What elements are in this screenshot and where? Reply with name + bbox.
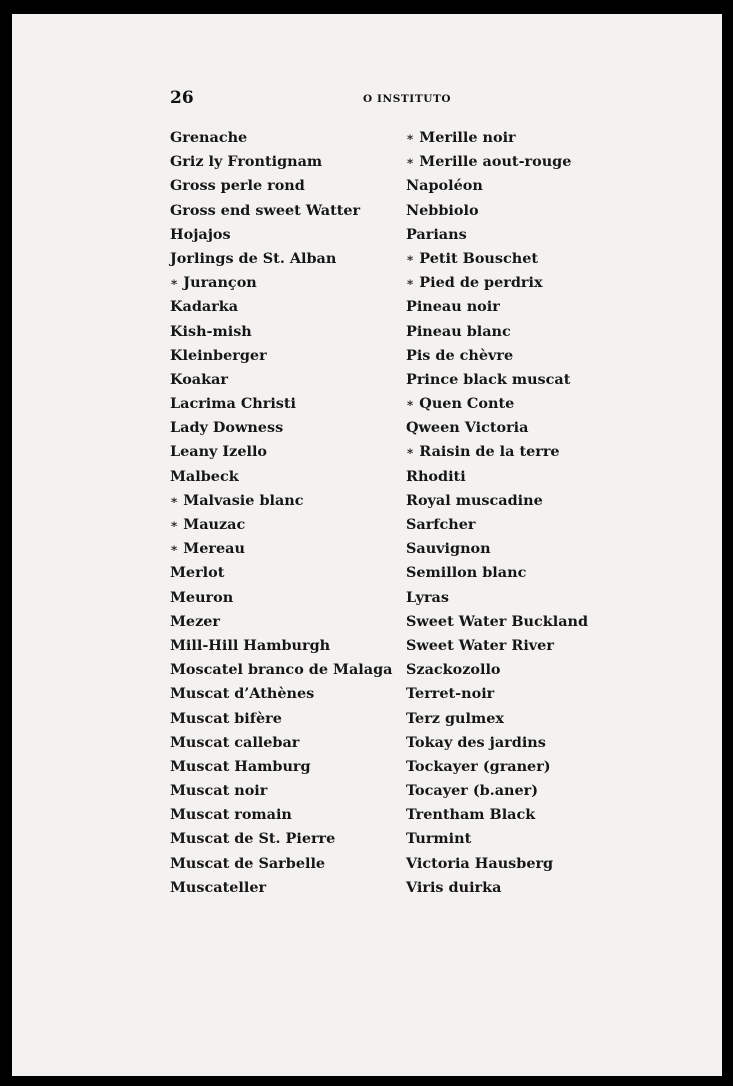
grape-variety-name: Viris duirka bbox=[406, 878, 502, 896]
grape-variety-name: Sweet Water Buckland bbox=[406, 612, 589, 630]
grape-variety-name: Prince black muscat bbox=[406, 370, 571, 388]
grape-variety-name: Merlot bbox=[170, 564, 225, 582]
list-item bbox=[406, 876, 666, 900]
list-item bbox=[170, 440, 400, 464]
grape-variety-name: Semillon blanc bbox=[406, 564, 527, 582]
grape-variety-name: Kish-mish bbox=[170, 322, 252, 340]
grape-variety-name: Griz ly Frontignam bbox=[170, 153, 323, 171]
list-item bbox=[406, 320, 666, 344]
list-item bbox=[170, 199, 400, 223]
grape-variety-name: Muscat d’Athènes bbox=[170, 685, 315, 703]
grape-variety-name: Trentham Black bbox=[406, 806, 536, 824]
grape-variety-name: Sauvignon bbox=[406, 540, 491, 558]
grape-variety-name: Muscateller bbox=[170, 878, 267, 896]
page-header bbox=[170, 88, 560, 108]
list-item bbox=[406, 440, 666, 464]
grape-variety-name: Lyras bbox=[406, 588, 449, 606]
grape-variety-name: Quen Conte bbox=[419, 395, 515, 413]
asterisk-marker: ∗ bbox=[170, 492, 179, 507]
grape-variety-name: Tokay des jardins bbox=[406, 733, 546, 751]
list-item bbox=[406, 707, 666, 731]
list-item bbox=[406, 199, 666, 223]
grape-variety-name: Pied de perdrix bbox=[419, 274, 543, 292]
list-item bbox=[406, 416, 666, 440]
grape-variety-name: Muscat callebar bbox=[170, 733, 300, 751]
grape-variety-name: Gross end sweet Watter bbox=[170, 201, 361, 219]
grape-variety-name: Nebbiolo bbox=[406, 201, 479, 219]
list-item bbox=[170, 707, 400, 731]
grape-variety-name: Kadarka bbox=[170, 298, 239, 316]
list-item bbox=[170, 295, 400, 319]
grape-variety-name: Terret-noir bbox=[406, 685, 495, 703]
grape-variety-name: Muscat bifère bbox=[170, 709, 282, 727]
list-item bbox=[170, 247, 400, 271]
grape-variety-name: Muscat de St. Pierre bbox=[170, 830, 336, 848]
list-item bbox=[406, 610, 666, 634]
grape-variety-name: Gross perle rond bbox=[170, 177, 305, 195]
grape-variety-name: Tockayer (graner) bbox=[406, 757, 551, 775]
asterisk-marker: ∗ bbox=[406, 250, 415, 265]
grape-variety-name: Muscat noir bbox=[170, 782, 268, 800]
list-item bbox=[406, 755, 666, 779]
grape-variety-name: Tocayer (b.aner) bbox=[406, 782, 539, 800]
list-item bbox=[406, 465, 666, 489]
grape-variety-name: Sarfcher bbox=[406, 516, 476, 533]
list-item bbox=[170, 827, 400, 851]
list-item bbox=[170, 344, 400, 368]
running-title: O INSTITUTO bbox=[363, 93, 452, 105]
list-item bbox=[406, 803, 666, 827]
grape-variety-name: Muscat romain bbox=[170, 806, 292, 824]
asterisk-marker: ∗ bbox=[170, 517, 179, 531]
list-item bbox=[170, 223, 400, 247]
grape-variety-name: Merille aout-rouge bbox=[419, 153, 572, 171]
grape-variety-name: Lacrima Christi bbox=[170, 395, 296, 413]
list-item bbox=[170, 392, 400, 416]
grape-variety-name: Pineau blanc bbox=[406, 322, 511, 340]
grape-variety-name: Meuron bbox=[170, 588, 234, 606]
list-item bbox=[170, 537, 400, 561]
grape-variety-name: Mill-Hill Hamburgh bbox=[170, 636, 331, 654]
list-item bbox=[406, 561, 666, 585]
list-item bbox=[170, 682, 400, 706]
asterisk-marker: ∗ bbox=[170, 275, 179, 290]
list-item bbox=[406, 779, 666, 803]
grape-variety-name: Terz gulmex bbox=[406, 709, 504, 727]
list-item bbox=[406, 586, 666, 610]
list-item bbox=[406, 392, 666, 416]
grape-variety-name: Malvasie blanc bbox=[183, 491, 304, 509]
asterisk-marker: ∗ bbox=[406, 396, 415, 411]
list-item bbox=[170, 779, 400, 803]
list-item bbox=[170, 150, 400, 174]
list-item bbox=[406, 682, 666, 706]
list-item bbox=[170, 634, 400, 658]
grape-variety-name: Leany Izello bbox=[170, 443, 268, 461]
grape-variety-name: Merille noir bbox=[419, 129, 516, 146]
list-item bbox=[406, 271, 666, 295]
grape-variety-name: Mezer bbox=[170, 612, 220, 630]
list-item bbox=[170, 731, 400, 755]
grape-variety-name: Jorlings de St. Alban bbox=[170, 249, 337, 267]
list-item bbox=[170, 586, 400, 610]
list-item bbox=[170, 658, 400, 682]
grape-variety-name: Victoria Hausberg bbox=[406, 854, 554, 872]
grape-variety-name: Rhoditi bbox=[406, 467, 466, 485]
asterisk-marker: ∗ bbox=[406, 130, 415, 144]
grape-variety-name: Kleinberger bbox=[170, 346, 267, 364]
list-item bbox=[170, 174, 400, 198]
asterisk-marker: ∗ bbox=[406, 154, 415, 169]
list-item bbox=[170, 126, 400, 150]
asterisk-marker: ∗ bbox=[406, 444, 415, 459]
grape-variety-name: Royal muscadine bbox=[406, 491, 543, 509]
list-item bbox=[406, 489, 666, 513]
list-item bbox=[170, 513, 400, 537]
list-item bbox=[170, 561, 400, 585]
grape-variety-name: Grenache bbox=[170, 129, 248, 146]
grape-variety-name: Jurançon bbox=[183, 274, 257, 292]
grape-variety-name: Szackozollo bbox=[406, 661, 501, 679]
grape-variety-name: Moscatel branco de Malaga bbox=[170, 661, 393, 679]
grape-variety-name: Mauzac bbox=[183, 516, 246, 533]
list-item bbox=[406, 174, 666, 198]
list-item bbox=[170, 610, 400, 634]
grape-variety-name: Muscat de Sarbelle bbox=[170, 854, 326, 872]
grape-variety-name: Pis de chèvre bbox=[406, 346, 514, 364]
page-number: 26 bbox=[170, 88, 194, 108]
list-item bbox=[406, 634, 666, 658]
grape-variety-name: Muscat Hamburg bbox=[170, 757, 311, 775]
book-page bbox=[12, 14, 722, 1076]
list-item bbox=[170, 465, 400, 489]
list-item bbox=[406, 295, 666, 319]
list-item bbox=[406, 344, 666, 368]
grape-variety-name: Petit Bouschet bbox=[419, 249, 539, 267]
list-item bbox=[170, 755, 400, 779]
grape-variety-name: Qween Victoria bbox=[406, 419, 529, 437]
list-item bbox=[170, 803, 400, 827]
grape-variety-name: Mereau bbox=[183, 540, 245, 558]
grape-variety-name: Koakar bbox=[170, 370, 228, 388]
list-item bbox=[406, 368, 666, 392]
grape-list-left-column bbox=[170, 126, 400, 900]
list-item bbox=[406, 513, 666, 537]
list-item bbox=[170, 368, 400, 392]
list-item bbox=[170, 489, 400, 513]
asterisk-marker: ∗ bbox=[406, 275, 415, 290]
list-item bbox=[406, 150, 666, 174]
list-item bbox=[406, 247, 666, 271]
list-item bbox=[170, 876, 400, 900]
list-item bbox=[170, 416, 400, 440]
grape-variety-name: Lady Downess bbox=[170, 419, 284, 437]
grape-variety-name: Raisin de la terre bbox=[419, 443, 560, 461]
list-item bbox=[406, 658, 666, 682]
list-item bbox=[406, 827, 666, 851]
list-item bbox=[170, 320, 400, 344]
list-item bbox=[406, 852, 666, 876]
grape-variety-name: Napoléon bbox=[406, 177, 483, 195]
grape-variety-name: Pineau noir bbox=[406, 298, 500, 316]
grape-variety-name: Turmint bbox=[406, 830, 472, 848]
list-item bbox=[170, 852, 400, 876]
grape-variety-name: Sweet Water River bbox=[406, 636, 554, 654]
grape-list-right-column bbox=[406, 126, 666, 900]
grape-variety-name: Parians bbox=[406, 225, 467, 243]
list-item bbox=[170, 271, 400, 295]
list-item bbox=[406, 537, 666, 561]
grape-variety-name: Malbeck bbox=[170, 467, 239, 485]
grape-variety-name: Hojajos bbox=[170, 225, 231, 243]
list-item bbox=[406, 126, 666, 150]
list-item bbox=[406, 731, 666, 755]
asterisk-marker: ∗ bbox=[170, 541, 179, 556]
list-item bbox=[406, 223, 666, 247]
